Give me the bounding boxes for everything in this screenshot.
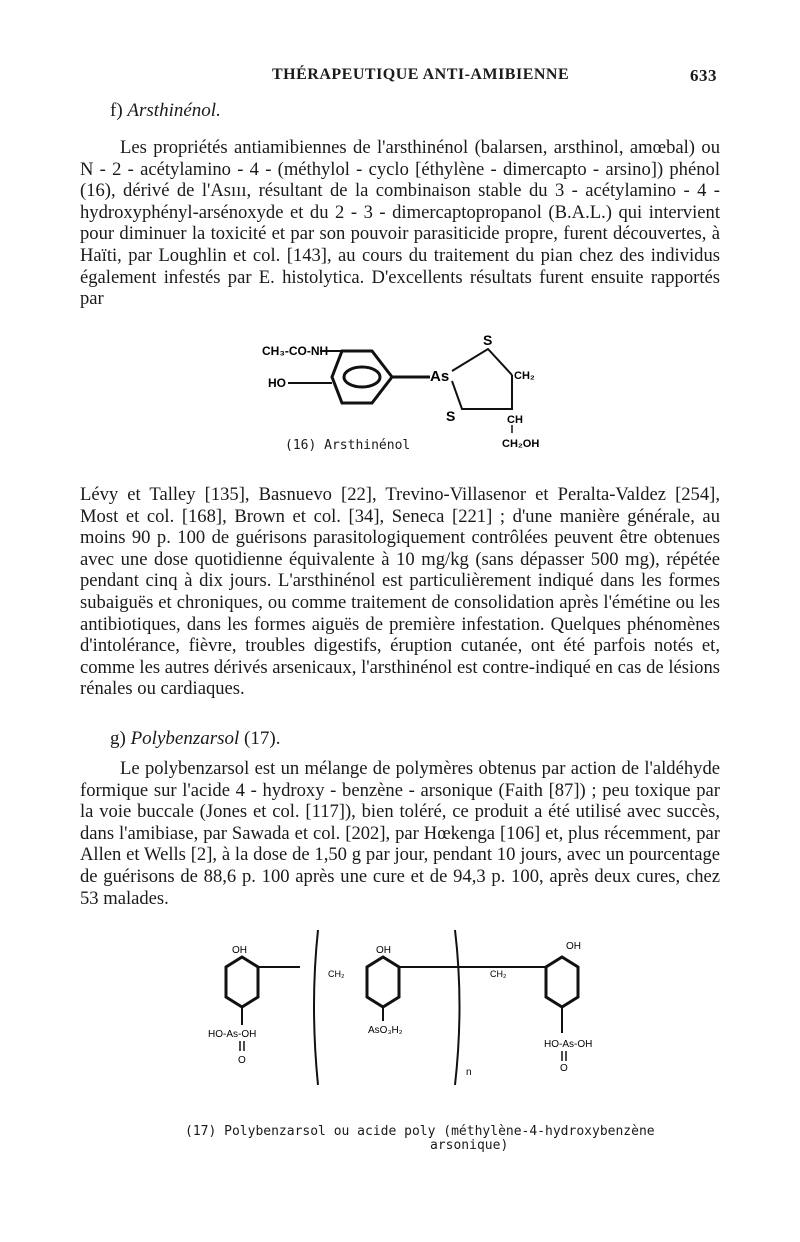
figure-16-caption: (16) Arsthinénol [285, 438, 411, 453]
page-number: 633 [690, 66, 717, 85]
section-f-paragraph-2: Lévy et Talley [135], Basnuevo [22], Trevino-Villasenor et Peralta-Valdez [254], Most et col. [168], Brown et col. [34], Seneca [221] ; d'une manière générale, au moins 90 p. 100 de guérisons parasitologiquement contrôlées peuvent être obtenues avec une dose quotidienne équivalente à 10 mg/kg (sans dépasser 500 mg), répétée pendant cinq à dix jours. L'arsthinénol est particulièrement indiqué dans les formes subaiguës et chroniques, ou comme traitement de consolidation après l'émétine ou les antibiotiques, dans les formes aiguës de première infestation. Quelques phénomènes d'intolérance, fièvre, troubles digestifs, éruption cutanée, ont été parfois notés et, comme les autres dérivés arsenicaux, l'arsthinénol est contre-indiqué en cas de lésions rénales ou cardiaques. [80, 484, 720, 700]
fig17-ch2-right: CH₂ [490, 969, 507, 979]
section-f-paragraph-1: Les propriétés antiamibiennes de l'arsthinénol (balarsen, arsthinol, amœbal) ou N - 2 - acétylamino - 4 - (méthylol - cyclo [éthylène - dimercapto - arsino]) phénol (16), dérivé de l'Asııı, résultant de la combinaison stable du 3 - acétylamino - 4 - hydroxyphényl-arsénoxyde et du 2 - 3 - dimercaptopropanol (B.A.L.) qui intervient pour diminuer la toxicité et par son pouvoir parasiticide propre, furent découvertes, à Haïti, par Loughlin et col. [143], au cours du traitement du pian chez des individus également infestés par E. histolytica. D'excellents résultats furent ensuite rapportés par [80, 137, 720, 310]
fig16-as-label: As [430, 368, 450, 385]
fig16-acetyl-label: CH₃-CO-NH [262, 344, 329, 358]
fig17-oh-left: OH [232, 945, 247, 956]
fig17-oh-right: OH [566, 941, 581, 952]
fig16-ch-label: CH [507, 414, 523, 426]
fig17-oh-middle: OH [376, 945, 391, 956]
fig17-ch2-left: CH₂ [328, 969, 345, 979]
figure-17-caption-line-2: arsonique) [430, 1138, 509, 1153]
figure-17-caption-line-1: (17) Polybenzarsol ou acide poly (méthylène-4-hydroxybenzène [185, 1124, 655, 1139]
section-f-letter: f) [110, 100, 123, 121]
fig16-s-top: S [483, 332, 493, 348]
section-f-heading [110, 100, 221, 122]
figure-17-polybenzarsol-structure [200, 925, 620, 1100]
section-g-paragraph-1: Le polybenzarsol est un mélange de polymères obtenus par action de l'aldéhyde formique sur l'acide 4 - hydroxy - benzène - arsonique (Faith [87]) ; peu toxique par la voie buccale (Jones et col. [117]), bien toléré, ce produit a été utilisé avec succès, dans l'amibiase, par Sawada et col. [202], par Hœkenga [106] et, plus récemment, par Allen et Wells [2], à la dose de 1,50 g par jour, pendant 10 jours, avec un pourcentage de guérisons de 88,6 p. 100 après une cure et de 94,3 p. 100, après deux cures, chez 53 malades. [80, 758, 720, 909]
fig17-asoh-right: HO-As-OH [544, 1039, 593, 1050]
section-g-heading [110, 728, 280, 750]
fig16-ch2-label: CH₂ [514, 370, 535, 382]
section-g-title: Polybenzarsol [130, 728, 240, 749]
section-f-title: Arsthinénol. [127, 100, 221, 121]
fig17-aso3h2: AsO₃H₂ [368, 1025, 403, 1036]
fig17-asoh-left: HO-As-OH [208, 1029, 257, 1040]
fig16-s-bottom: S [446, 408, 456, 424]
section-g-ref: (17). [244, 728, 281, 749]
fig17-o-left: O [238, 1055, 246, 1066]
running-title: THÉRAPEUTIQUE ANTI-AMIBIENNE [272, 66, 570, 83]
fig17-n-label: n [466, 1067, 472, 1078]
fig17-o-right: O [560, 1063, 568, 1074]
fig16-ho-label: HO [268, 376, 286, 390]
fig16-ch2oh-label: CH₂OH [502, 438, 540, 450]
section-g-letter: g) [110, 728, 126, 749]
